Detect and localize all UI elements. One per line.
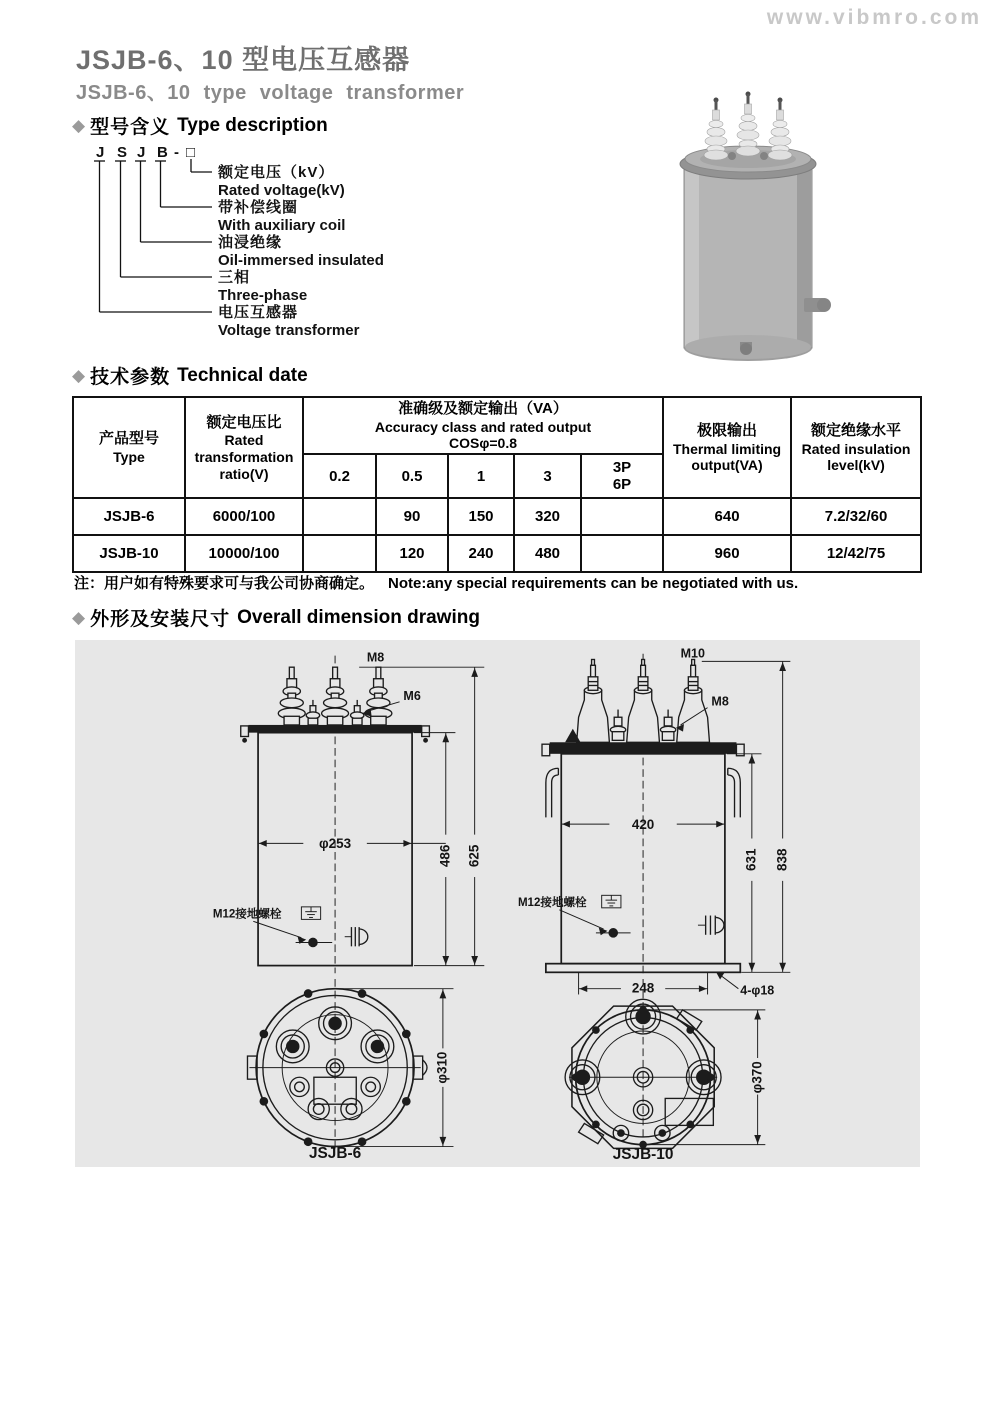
ground-bolt-label: M12接地螺栓 <box>517 896 587 909</box>
col-header-ratio-en: Rated transformation ratio(V) <box>194 432 294 482</box>
col-header-insulation-zh: 额定绝缘水平 <box>811 422 902 439</box>
cell-thermal: 640 <box>663 498 791 535</box>
drawing-label: JSJB-6 <box>308 1145 362 1161</box>
col-header-acc-3p6p <box>581 454 663 498</box>
dim-base-holes: 4-φ18 <box>740 983 775 998</box>
col-header-thermal-zh: 极限输出 <box>697 422 758 439</box>
dim-height-total: 838 <box>774 848 790 871</box>
dim-height-inner: 631 <box>743 848 759 871</box>
dim-height-total: 625 <box>466 844 482 868</box>
cell-acc-3: 320 <box>514 498 581 535</box>
diamond-bullet-icon: ◆ <box>72 365 86 385</box>
col-header-type-zh: 产品型号 <box>98 430 159 448</box>
dim-side-thread: M6 <box>403 688 421 703</box>
cell-type: JSJB-6 <box>73 498 185 535</box>
jsjb10-dimension-drawing <box>465 646 850 1161</box>
entry-en: Three-phase <box>218 287 308 304</box>
col-header-thermal-en: Thermal limiting output(VA) <box>672 440 782 474</box>
cell-insulation: 12/42/75 <box>791 535 921 572</box>
note-zh: 注：用户如有特殊要求可与我公司协商确定。 <box>74 575 375 592</box>
cell-thermal: 960 <box>663 535 791 572</box>
col-header-acc-3: 3 <box>514 454 581 498</box>
dim-top-view-diameter: φ310 <box>434 1051 450 1084</box>
note-en: Note:any special requirements can be negotiated with us. <box>388 575 799 592</box>
cell-insulation: 7.2/32/60 <box>791 498 921 535</box>
page-title: JSJB-6、10 型电压互感器 <box>76 45 411 75</box>
table-row <box>73 535 921 572</box>
entry-zh: 带补偿线圈 <box>218 199 299 216</box>
col-header-type <box>73 397 185 498</box>
section-title-en: Overall dimension drawing <box>237 606 480 628</box>
col-header-ratio <box>185 397 303 498</box>
col-header-accuracy-cos: COSφ=0.8 <box>449 435 518 452</box>
cell-acc-0_5: 120 <box>376 535 448 572</box>
cell-acc-3p6p <box>581 535 663 572</box>
dim-top-view-diameter: φ370 <box>749 1061 765 1094</box>
cell-acc-3: 480 <box>514 535 581 572</box>
dim-height-inner: 486 <box>437 844 453 868</box>
col-header-insulation-en: Rated insulation level(kV) <box>801 440 911 474</box>
dim-top-thread: M8 <box>366 650 385 665</box>
cell-type: JSJB-10 <box>73 535 185 572</box>
jsjb6-front-view <box>213 650 484 973</box>
cell-acc-3p6p <box>581 498 663 535</box>
entry-zh: 三相 <box>218 269 251 286</box>
col-header-accuracy-zh: 准确级及额定输出（VA） <box>398 400 568 417</box>
section-title-zh: 技术参数 <box>90 367 171 388</box>
section-title-zh: 型号含义 <box>90 117 171 138</box>
jsjb10-front-view <box>518 647 790 998</box>
technical-data-table <box>72 396 922 573</box>
transformer-photo-graphic <box>636 86 870 366</box>
entry-en: Rated voltage(kV) <box>218 182 345 199</box>
cell-ratio: 10000/100 <box>185 535 303 572</box>
section-type-description <box>72 112 328 139</box>
drawing-label: JSJB-10 <box>612 1146 674 1161</box>
dim-base-width: 248 <box>631 980 655 996</box>
col-header-accuracy-en: Accuracy class and rated output <box>374 418 592 435</box>
watermark: www.vibmro.com <box>766 6 982 29</box>
entry-en: Oil-immersed insulated <box>218 252 384 269</box>
cell-acc-1: 150 <box>448 498 514 535</box>
diamond-bullet-icon: ◆ <box>72 115 86 135</box>
entry-zh: 油浸绝缘 <box>218 234 283 251</box>
section-title-en: Technical date <box>177 364 308 386</box>
table-row <box>73 498 921 535</box>
code-letter: B <box>157 144 168 161</box>
type-designation-diagram <box>90 144 470 349</box>
jsjb6-top-view <box>247 979 453 1152</box>
col-header-acc-3p: 3P <box>612 459 632 477</box>
earth-symbol <box>602 895 621 908</box>
dimension-drawing-panel <box>75 640 920 1167</box>
dim-body-diameter: φ253 <box>319 836 352 852</box>
col-header-acc-6p: 6P <box>612 476 632 494</box>
ground-bolt-label: M12接地螺栓 <box>212 908 282 921</box>
code-letter-box: □ <box>186 144 196 161</box>
dim-side-thread: M8 <box>711 694 729 709</box>
cell-acc-1: 240 <box>448 535 514 572</box>
entry-zh: 电压互感器 <box>218 304 299 321</box>
entry-en: With auxiliary coil <box>218 217 346 234</box>
col-header-acc-0_5: 0.5 <box>376 454 448 498</box>
dim-body-width: 420 <box>631 816 655 832</box>
col-header-acc-0_2: 0.2 <box>303 454 376 498</box>
col-header-thermal <box>663 397 791 498</box>
col-header-acc-1: 1 <box>448 454 514 498</box>
section-title-zh: 外形及安装尺寸 <box>90 609 231 630</box>
cell-acc-0_2 <box>303 535 376 572</box>
code-letter: S <box>117 144 128 161</box>
cell-acc-0_2 <box>303 498 376 535</box>
col-header-ratio-zh: 额定电压比 <box>206 413 282 431</box>
code-letter: J <box>96 144 105 161</box>
col-header-type-en: Type <box>113 448 145 465</box>
section-technical <box>72 362 308 389</box>
earth-symbol <box>301 907 320 920</box>
entry-en: Voltage transformer <box>218 322 360 339</box>
page-subtitle: JSJB-6、10 type voltage transformer <box>76 82 465 104</box>
cell-ratio: 6000/100 <box>185 498 303 535</box>
cell-acc-0_5: 90 <box>376 498 448 535</box>
section-dimensions <box>72 604 480 631</box>
diamond-bullet-icon: ◆ <box>72 607 86 627</box>
code-letter: - <box>174 144 179 161</box>
entry-zh: 额定电压（kV） <box>218 164 335 181</box>
product-photo <box>636 86 870 371</box>
dim-top-thread: M10 <box>680 646 705 661</box>
jsjb10-top-view <box>565 979 765 1154</box>
section-title-en: Type description <box>177 114 328 136</box>
col-header-insulation <box>791 397 921 498</box>
code-letter: J <box>137 144 146 161</box>
col-header-accuracy <box>303 397 663 454</box>
note-line <box>74 572 798 593</box>
